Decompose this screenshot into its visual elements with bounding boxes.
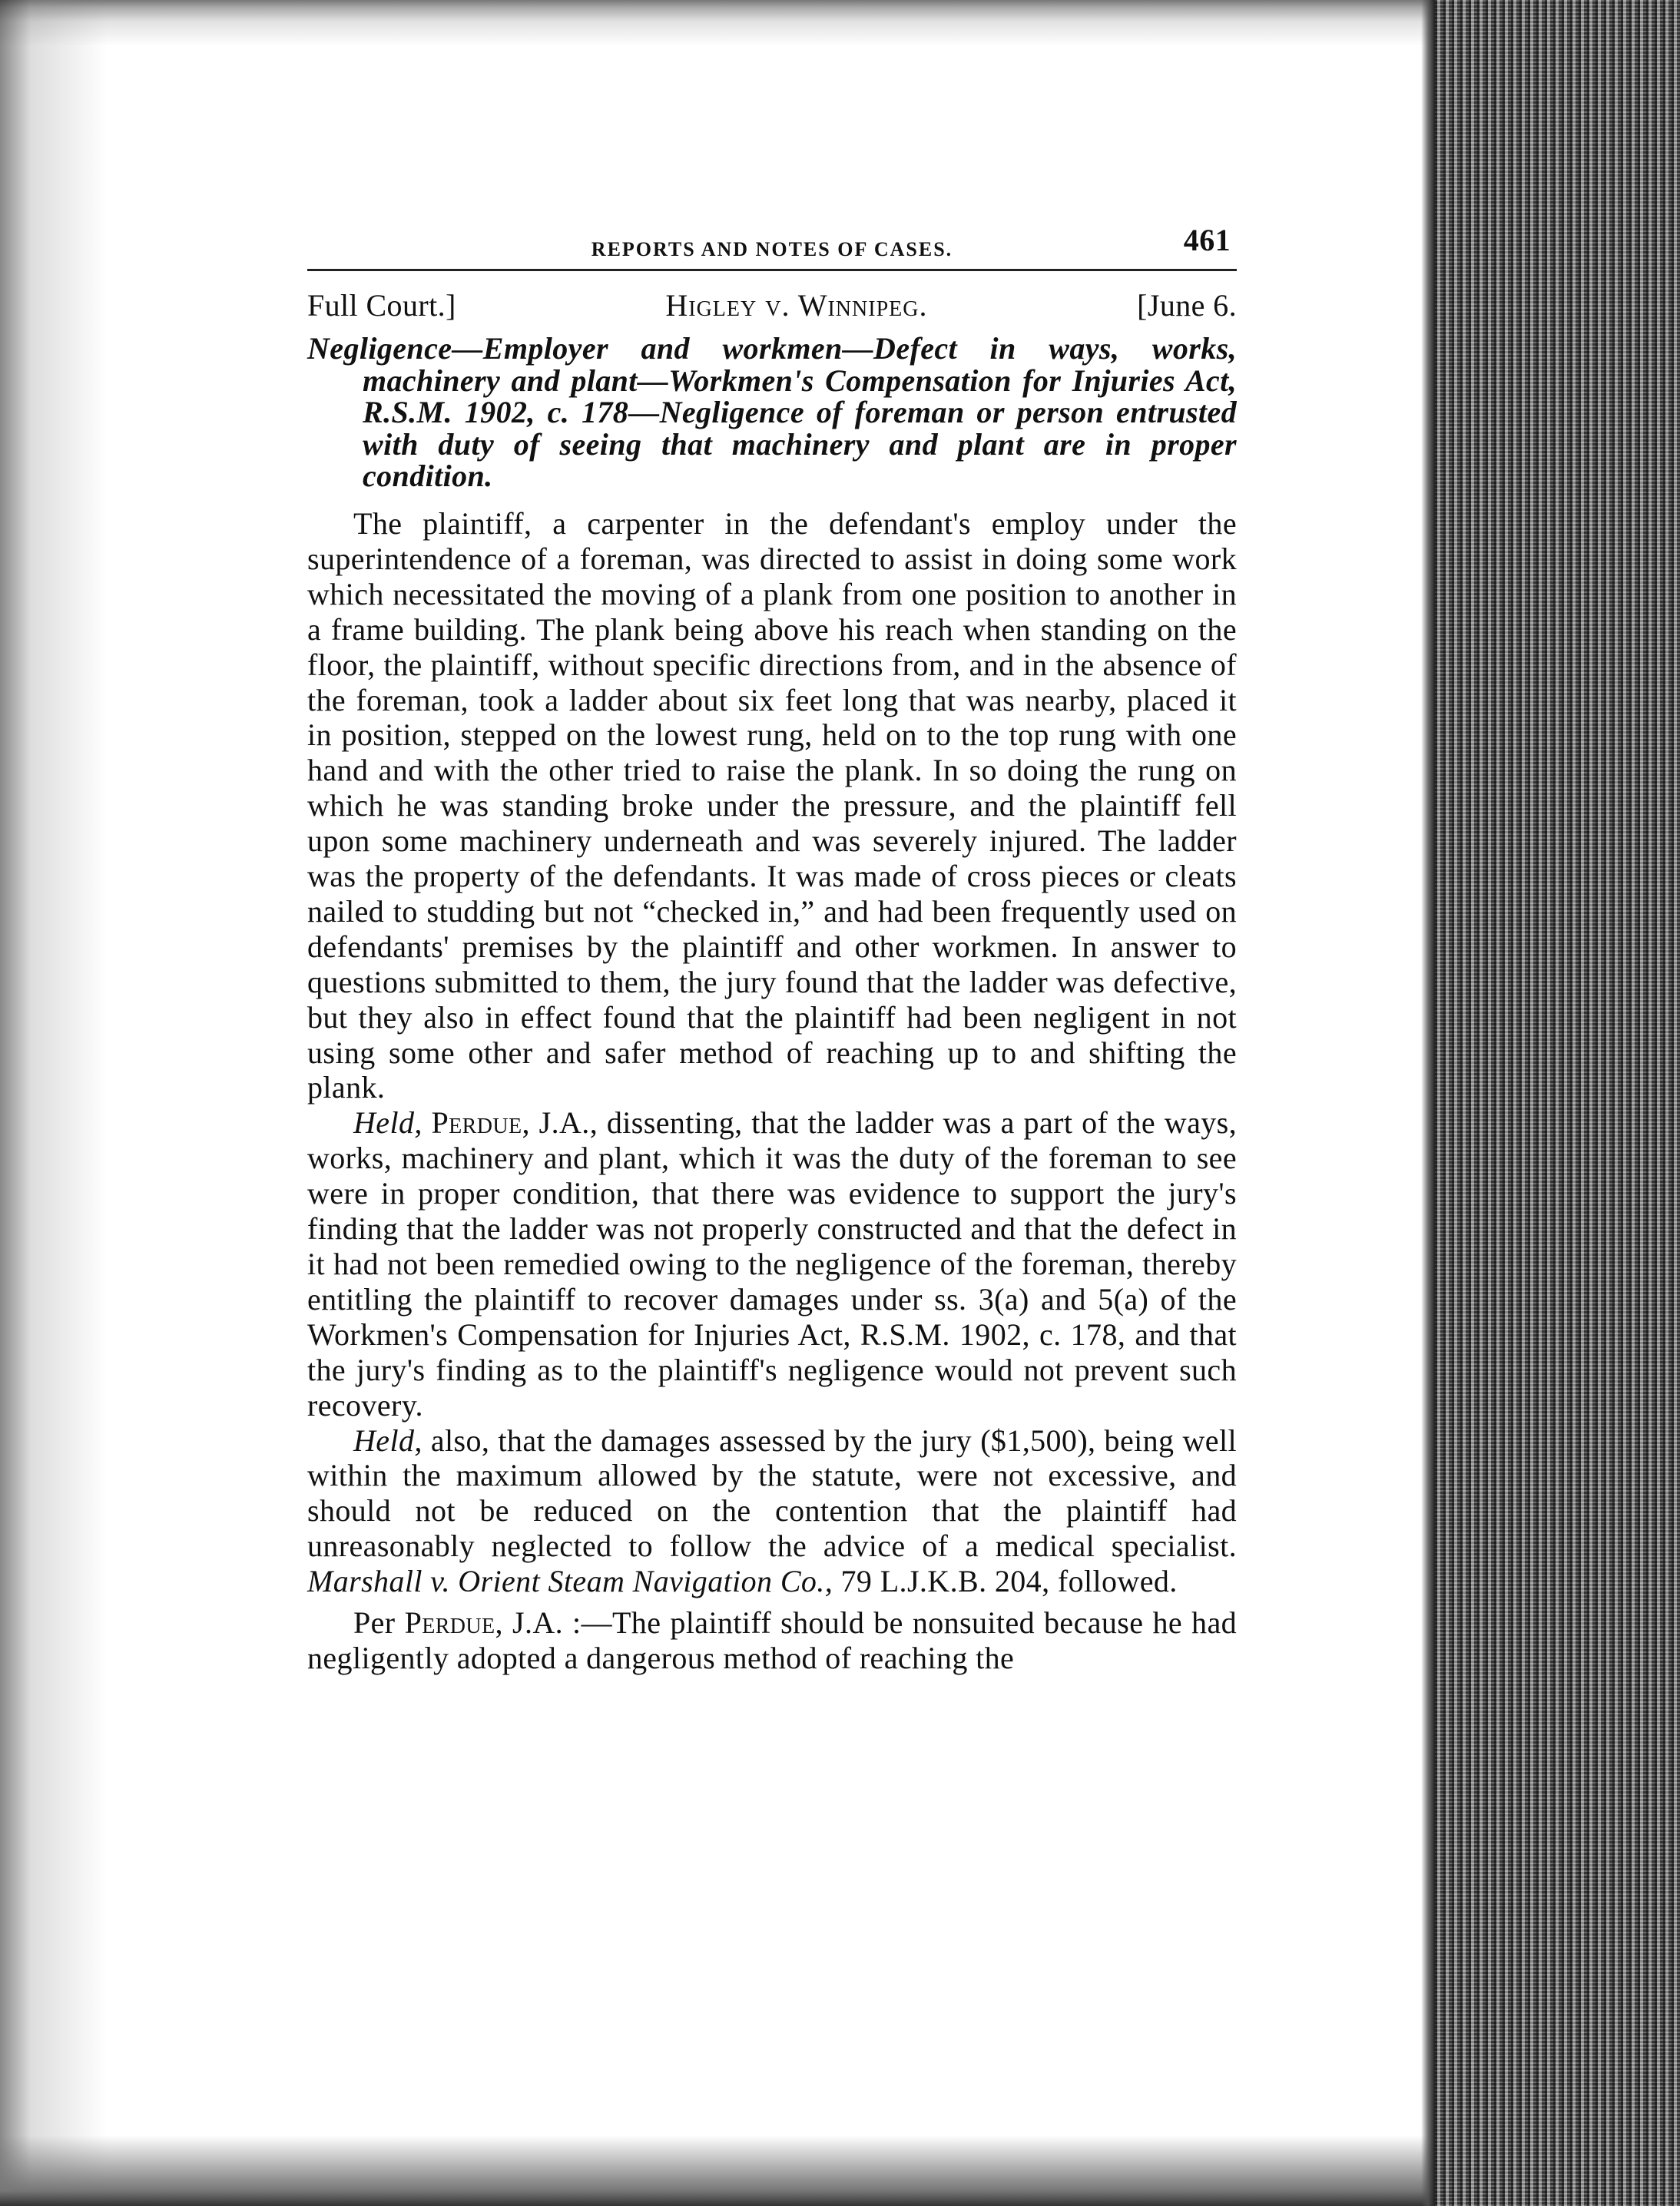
judge-name: Perdue, [431, 1105, 530, 1141]
scan-shadow-left [0, 0, 115, 2206]
scan-shadow-top [0, 0, 1444, 46]
page-number: 461 [1183, 223, 1231, 257]
judge-name: Perdue, [404, 1605, 503, 1641]
headnote: Negligence—Employer and workmen—Defect in ways, works, machinery and plant—Workmen's Compensation for Injuries Act, R.S.M. 1902, c. 178—Negligence of foreman or person entrusted with duty of seeing that machinery and plant are in proper condition. [307, 331, 1237, 494]
per-label: Per [353, 1605, 405, 1641]
running-head [307, 223, 1237, 271]
paragraph-per-judge-text: J.A. :—The plaintiff should be nonsuited because he had negligently adopted a dangerous method of reaching the [307, 1605, 1237, 1675]
adjacent-page-edges [1435, 0, 1680, 2206]
paragraph-held-damages-text: also, that the damages assessed by the jury ($1,500), being well within the maximum allowed by the statute, were not excessive, and should not be reduced on the contention that the plaintiff had unreasonably neglected to follow the advice of a medical specialist. [307, 1423, 1237, 1564]
case-caption [307, 288, 1237, 331]
case-date: [June 6. [1137, 288, 1237, 323]
paragraph-held-dissent [307, 1105, 1237, 1423]
citation-tail: 79 L.J.K.B. 204, followed. [833, 1564, 1178, 1599]
paragraph-facts-text: The plaintiff, a carpenter in the defendant's employ under the superintendence of a foreman, was directed to assist in doing some work which necessitated the moving of a plank from one position to another in a frame building. The plank being above his reach when standing on the floor, the plaintiff, without specific directions from, and in the absence of the foreman, took a ladder about six feet long that was nearby, placed it in position, stepped on the lowest rung, held on to the top rung with one hand and with the other tried to raise the plank. In so doing the rung on which he was standing broke under the pressure, and the plaintiff fell upon some machinery underneath and was severely injured. The ladder was the property of the defendants. It was made of cross pieces or cleats nailed to studding but not “checked in,” and had been frequently used on defendants' premises by the plaintiff and other workmen. In answer to questions submitted to them, the jury found that the ladder was defective, but they also in effect found that the plaintiff had been negligent in not using some other and safer method of reaching up to and shifting the plank. [307, 505, 1237, 1105]
book-page [307, 223, 1237, 1676]
scan-shadow-bottom [0, 2135, 1444, 2206]
paragraph-held-dissent-text: J.A., dissenting, that the ladder was a part of the ways, works, machinery and plant, which it was the duty of the foreman to see were in proper condition, that there was evidence to support the jury's finding that the ladder was not properly constructed and that the defect in it had not been remedied owing to the negligence of the foreman, thereby entitling the plaintiff to recover damages under ss. 3(a) and 5(a) of the Workmen's Compensation for Injuries Act, R.S.M. 1902, c. 178, and that the jury's finding as to the plaintiff's negligence would not prevent such recovery. [307, 1105, 1237, 1423]
paragraph-facts [307, 506, 1237, 1105]
book-gutter [1421, 0, 1435, 2206]
running-title: REPORTS AND NOTES OF CASES. [591, 238, 953, 260]
paragraph-per-judge [307, 1605, 1237, 1676]
case-citation: Marshall v. Orient Steam Navigation Co., [307, 1564, 833, 1599]
court-name: Full Court.] [307, 288, 456, 323]
held-label: Held, [353, 1105, 422, 1141]
case-title: Higley v. Winnipeg. [665, 288, 928, 323]
held-label: Held, [353, 1423, 422, 1458]
paragraph-held-damages [307, 1423, 1237, 1600]
